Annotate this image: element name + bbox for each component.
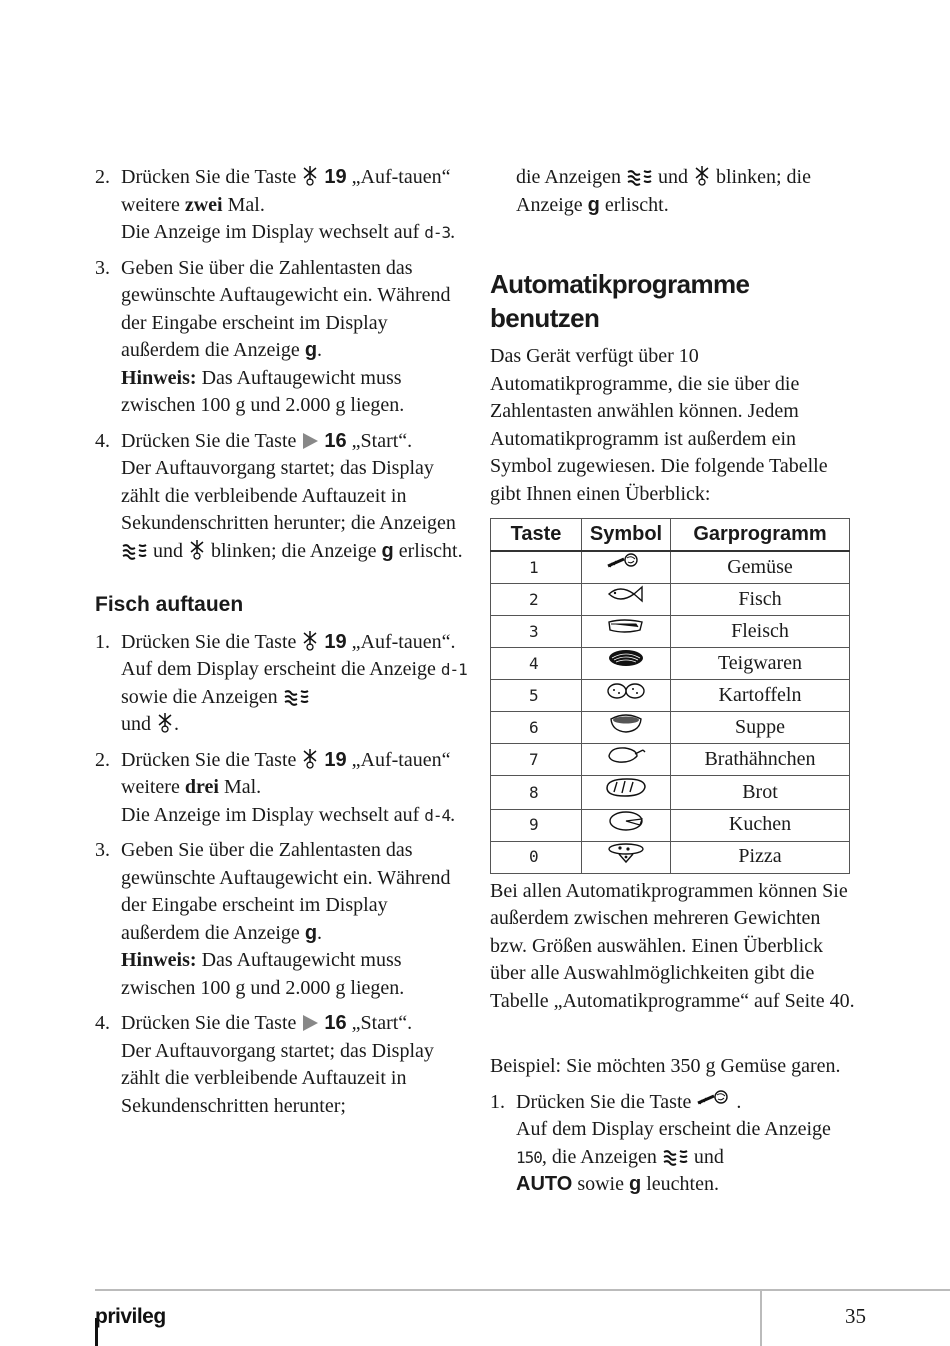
defrost-heat-icon xyxy=(283,688,310,706)
step-text: . xyxy=(450,803,456,826)
step-text: Auf dem Display erscheint die Anzeige xyxy=(121,658,441,680)
gram-indicator: g xyxy=(304,921,318,944)
program-cell: Kuchen xyxy=(671,809,850,841)
step-text: . xyxy=(450,221,456,243)
step-number: 1. xyxy=(95,630,110,653)
table-row xyxy=(491,809,850,841)
step-text: sowie die Anzeigen xyxy=(121,685,283,708)
key-cell: 2 xyxy=(491,584,582,616)
display-code: d-1 xyxy=(440,660,467,679)
brand-logo: privileg xyxy=(95,1305,166,1328)
table-row xyxy=(491,712,850,744)
step-number: 3. xyxy=(95,839,110,861)
steps-list-a xyxy=(95,164,470,565)
table-row xyxy=(491,584,850,616)
step-text: Geben Sie über die Zahlentasten das gewünschte Auftaugewicht ein. Während der Eingabe erscheint im Display außerdem die Anzeige xyxy=(121,256,451,361)
footer-divider xyxy=(95,1289,950,1291)
symbol-cell xyxy=(582,616,671,648)
step-text: Drücken Sie die Taste xyxy=(516,1090,697,1113)
list-item xyxy=(95,1010,470,1120)
step-text: Mal. xyxy=(218,776,262,798)
step-text: und xyxy=(148,539,188,562)
play-icon xyxy=(301,432,319,450)
step-text: Drücken Sie die Taste xyxy=(121,630,302,653)
symbol-cell xyxy=(582,712,671,744)
table-row xyxy=(491,616,850,648)
list-item xyxy=(95,164,470,247)
symbol-cell xyxy=(582,680,671,712)
table-row xyxy=(491,776,850,810)
step-text: die Anzeigen xyxy=(516,166,626,188)
intro-paragraph: Das Gerät verfügt über 10 Automatikprogramme, die sie über die Zahlentasten anwählen können. Jedem Automatikprogramm ist außerdem ein Symbol zugewiesen. Die folgende Tabelle gibt Ihnen einen Überblick: xyxy=(490,345,828,505)
program-cell: Fleisch xyxy=(671,616,850,648)
key-cell: 5 xyxy=(491,680,582,712)
table-row xyxy=(491,841,850,873)
vegetable-icon xyxy=(606,552,646,574)
gram-indicator: g xyxy=(381,539,394,562)
section-heading-auto: Automatikprogramme benutzen xyxy=(490,269,750,333)
symbol-cell xyxy=(582,648,671,680)
step-text: „Start“. xyxy=(346,1012,413,1034)
display-code: 150 xyxy=(516,1147,542,1167)
section-heading-fish: Fisch auftauen xyxy=(95,593,244,616)
hint-text: Das Auftaugewicht muss zwischen 100 g und 2.000 g liegen. xyxy=(121,949,405,999)
step-text: leuchten. xyxy=(641,1173,719,1195)
step-text: Drücken Sie die Taste xyxy=(121,429,302,452)
step-text: blinken; die Anzeige xyxy=(516,166,811,216)
gram-indicator: g xyxy=(628,1173,642,1195)
defrost-icon xyxy=(693,165,711,186)
fish-icon xyxy=(606,584,646,606)
step-text: Der Auftauvorgang startet; das Display zählt die verbleibende Auftauzeit in Sekundenschritten herunter; die Anzeigen xyxy=(121,457,456,534)
symbol-cell xyxy=(582,551,671,584)
key-cell: 6 xyxy=(491,712,582,744)
step-number: 3. xyxy=(95,256,110,279)
meat-icon xyxy=(606,616,646,638)
defrost-icon xyxy=(301,630,319,651)
footer-vertical-divider xyxy=(760,1291,762,1346)
display-code: d-4 xyxy=(424,805,451,825)
step-text: „Start“. xyxy=(346,429,413,452)
step-text: „Auf-tauen“ weitere xyxy=(121,748,451,798)
chicken-icon xyxy=(605,744,647,766)
potato-icon xyxy=(606,680,646,702)
key-number: 19 xyxy=(324,748,347,771)
program-cell: Kartoffeln xyxy=(671,680,850,712)
pasta-icon xyxy=(606,648,646,670)
defrost-icon xyxy=(188,539,206,560)
symbol-cell xyxy=(582,809,671,841)
program-cell: Gemüse xyxy=(671,551,850,584)
step-text: Drücken Sie die Taste xyxy=(121,1012,302,1034)
program-cell: Teigwaren xyxy=(671,648,850,680)
example-paragraph: Beispiel: Sie möchten 350 g Gemüse garen. xyxy=(490,1055,841,1077)
list-item xyxy=(95,837,470,1002)
step-text: erlischt. xyxy=(393,539,463,562)
step-text: Mal. xyxy=(222,193,265,216)
step-text: Die Anzeige im Display wechselt auf xyxy=(121,221,425,243)
table-row xyxy=(491,680,850,712)
display-code: d-3 xyxy=(424,223,451,242)
auto-indicator: AUTO xyxy=(516,1173,573,1195)
step-text: blinken; die Anzeige xyxy=(206,539,382,562)
step-text: . xyxy=(174,713,179,735)
step-text: sowie xyxy=(572,1173,629,1195)
list-item xyxy=(95,428,470,566)
step-text: erlischt. xyxy=(599,193,669,216)
after-table-paragraph: Bei allen Automatikprogrammen können Sie außerdem zwischen mehreren Gewichten bzw. Größen auswählen. Einen Überblick über alle Auswahlmöglichkeiten gibt die Tabelle „Automatikprogramme“ auf Seite 40. xyxy=(490,879,855,1012)
soup-icon xyxy=(606,712,646,734)
defrost-heat-icon xyxy=(662,1148,689,1166)
key-number: 19 xyxy=(324,630,347,653)
program-cell: Suppe xyxy=(671,712,850,744)
step-text: . xyxy=(317,921,323,944)
list-item xyxy=(95,255,470,420)
continuation-text xyxy=(490,164,860,219)
gram-indicator: g xyxy=(304,339,318,361)
step-text: und xyxy=(688,1145,724,1168)
step-number: 1. xyxy=(490,1090,505,1113)
program-cell: Pizza xyxy=(671,841,850,873)
step-number: 4. xyxy=(95,1012,110,1034)
play-icon xyxy=(301,1014,319,1032)
defrost-heat-icon xyxy=(626,168,653,186)
hint-text: Das Auftaugewicht muss zwischen 100 g und 2.000 g liegen. xyxy=(121,366,405,416)
step-text: und xyxy=(121,713,156,735)
step-text: , die Anzeigen xyxy=(541,1145,662,1168)
list-item xyxy=(490,1089,860,1199)
defrost-icon xyxy=(301,165,319,186)
page-number: 35 xyxy=(845,1304,866,1328)
key-cell: 3 xyxy=(491,616,582,648)
steps-list-c xyxy=(490,1089,860,1199)
step-number: 2. xyxy=(95,748,110,771)
column-header: Garprogramm xyxy=(671,519,850,552)
step-text: „Auf-tauen“ weitere xyxy=(121,166,451,216)
step-number: 2. xyxy=(95,166,110,188)
hint-label: Hinweis: xyxy=(121,366,197,389)
program-cell: Brathähnchen xyxy=(671,744,850,776)
step-text: Geben Sie über die Zahlentasten das gewünschte Auftaugewicht ein. Während der Eingabe erscheint im Display außerdem die Anzeige xyxy=(121,839,451,944)
program-cell: Fisch xyxy=(671,584,850,616)
program-table xyxy=(490,518,850,874)
table-row xyxy=(491,648,850,680)
step-text: Drücken Sie die Taste xyxy=(121,748,302,771)
steps-list-b xyxy=(95,629,470,1121)
step-number: 4. xyxy=(95,429,110,452)
right-column xyxy=(490,164,860,1207)
table-row xyxy=(491,551,850,584)
bread-icon xyxy=(603,776,649,800)
column-header: Symbol xyxy=(582,519,671,552)
step-text: . xyxy=(317,339,323,361)
symbol-cell xyxy=(582,584,671,616)
table-row xyxy=(491,744,850,776)
emphasis: drei xyxy=(184,776,219,798)
key-cell: 9 xyxy=(491,809,582,841)
step-text: „Auf-tauen“. xyxy=(346,630,456,653)
list-item xyxy=(95,629,470,739)
pizza-icon xyxy=(606,842,646,864)
vegetable-icon xyxy=(696,1089,736,1111)
program-cell: Brot xyxy=(671,776,850,810)
symbol-cell xyxy=(582,776,671,810)
defrost-icon xyxy=(156,712,174,733)
symbol-cell xyxy=(582,841,671,873)
step-text: Der Auftauvorgang startet; das Display zählt die verbleibende Auftauzeit in Sekundenschritten herunter; xyxy=(121,1039,434,1117)
column-header: Taste xyxy=(491,519,582,552)
defrost-icon xyxy=(301,748,319,769)
step-text: Drücken Sie die Taste xyxy=(121,166,302,188)
key-number: 16 xyxy=(324,429,347,452)
key-cell: 4 xyxy=(491,648,582,680)
step-text: und xyxy=(652,166,693,188)
key-cell: 1 xyxy=(491,551,582,584)
symbol-cell xyxy=(582,744,671,776)
key-cell: 7 xyxy=(491,744,582,776)
step-text: . xyxy=(736,1090,742,1113)
step-text: Auf dem Display erscheint die Anzeige xyxy=(516,1118,831,1140)
list-item xyxy=(95,747,470,830)
emphasis: zwei xyxy=(184,193,223,216)
key-number: 19 xyxy=(324,166,347,188)
step-text: Die Anzeige im Display wechselt auf xyxy=(121,803,425,826)
key-number: 16 xyxy=(324,1012,347,1034)
defrost-heat-icon xyxy=(121,542,148,560)
cake-icon xyxy=(606,810,646,832)
gram-indicator: g xyxy=(587,193,600,216)
hint-label: Hinweis: xyxy=(121,949,197,971)
table-header-row xyxy=(491,519,850,552)
left-column xyxy=(95,164,470,1128)
key-cell: 0 xyxy=(491,841,582,873)
key-cell: 8 xyxy=(491,776,582,810)
